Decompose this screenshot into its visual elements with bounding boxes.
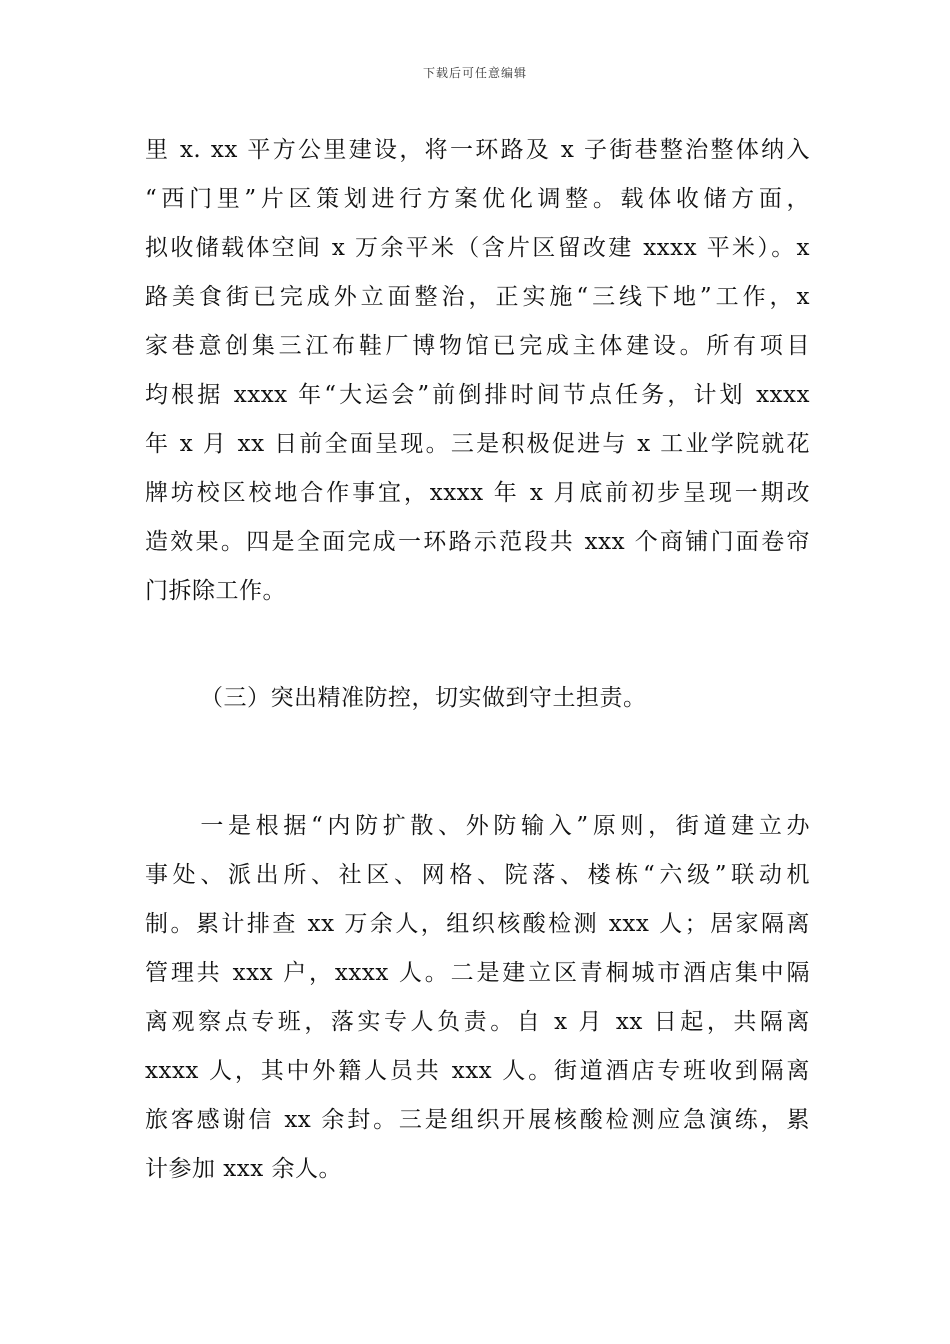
- text-line: xxxx 人，其中外籍人员共 xxx 人。街道酒店专班收到隔离: [145, 1058, 810, 1084]
- paragraph-prevention: [145, 802, 810, 1194]
- text-line: 年 x 月 xx 日前全面呈现。三是积极促进与 x 工业学院就花: [145, 431, 810, 457]
- text-line: 均根据 xxxx 年“大运会”前倒排时间节点任务，计划 xxxx: [145, 382, 810, 408]
- text-line: 一是根据“内防扩散、外防输入”原则，街道建立办: [145, 813, 810, 839]
- text-line: “西门里”片区策划进行方案优化调整。载体收储方面，: [145, 186, 810, 212]
- section-heading: （三）突出精准防控，切实做到守土担责。: [200, 685, 647, 711]
- text-line: 事处、派出所、社区、网格、院落、楼栋“六级”联动机: [145, 862, 810, 888]
- text-line: 离观察点专班，落实专人负责。自 x 月 xx 日起，共隔离: [145, 1009, 810, 1035]
- paragraph-progress: [145, 126, 810, 616]
- text-line: 门拆除工作。: [145, 578, 286, 604]
- text-line: 管理共 xxx 户，xxxx 人。二是建立区青桐城市酒店集中隔: [145, 960, 810, 986]
- text-line: 里 x. xx 平方公里建设，将一环路及 x 子街巷整治整体纳入: [145, 137, 810, 163]
- text-line: 拟收储载体空间 x 万余平米（含片区留改建 xxxx 平米）。x: [145, 235, 810, 261]
- text-line: 计参加 xxx 余人。: [145, 1156, 343, 1182]
- text-line: 旅客感谢信 xx 余封。三是组织开展核酸检测应急演练，累: [145, 1107, 810, 1133]
- page-header: 下载后可任意编辑: [422, 66, 527, 80]
- text-line: 造效果。四是全面完成一环路示范段共 xxx 个商铺门面卷帘: [145, 529, 810, 555]
- text-line: 制。累计排查 xx 万余人，组织核酸检测 xxx 人；居家隔离: [145, 911, 810, 937]
- text-line: 家巷意创集三江布鞋厂博物馆已完成主体建设。所有项目: [145, 333, 810, 359]
- text-line: 路美食街已完成外立面整治，正实施“三线下地”工作，x: [145, 284, 810, 310]
- text-line: 牌坊校区校地合作事宜，xxxx 年 x 月底前初步呈现一期改: [145, 480, 810, 506]
